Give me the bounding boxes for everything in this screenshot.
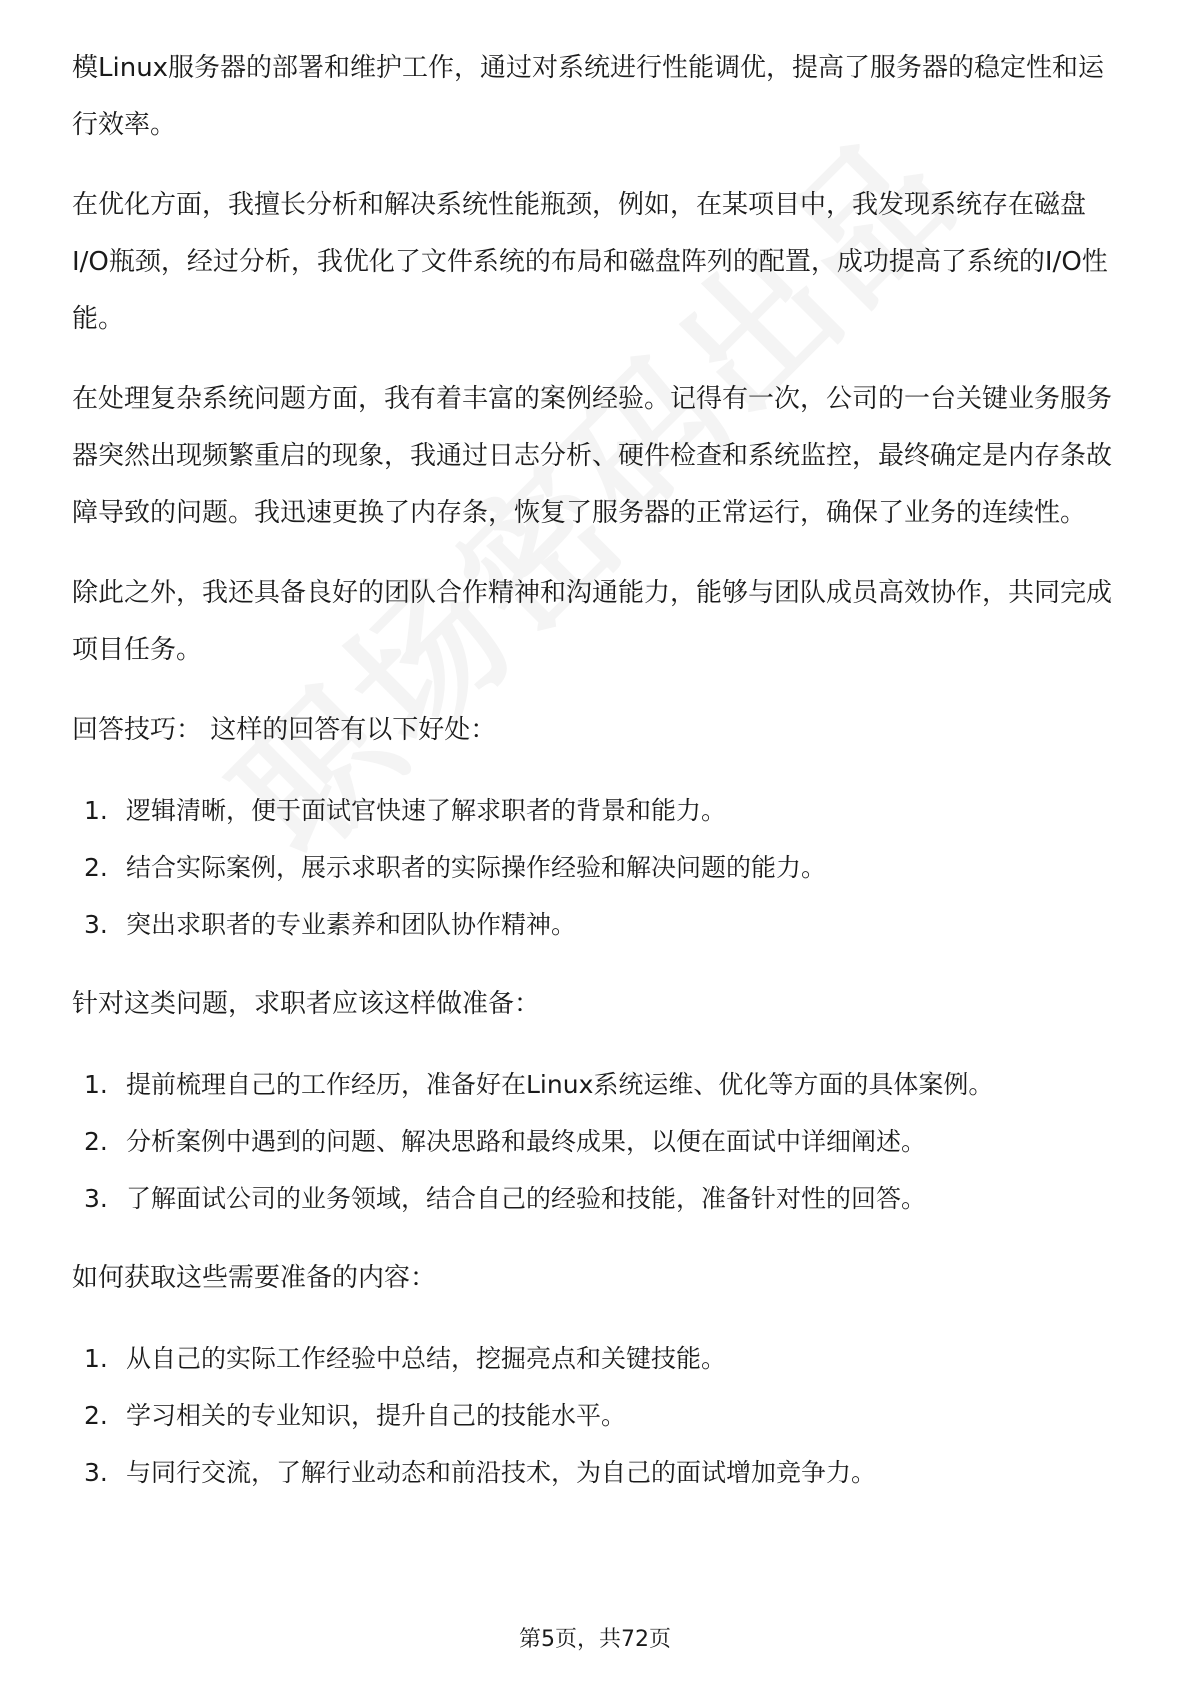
- page-content: [72, 40, 1120, 1524]
- list-item: [72, 896, 1120, 953]
- list-item: [72, 782, 1120, 839]
- list-number: 3.: [84, 1184, 108, 1213]
- list-number: 1.: [84, 1070, 108, 1099]
- list-number: 3.: [84, 1458, 108, 1487]
- list-item: [72, 1113, 1120, 1170]
- list-number: 2.: [84, 1127, 108, 1156]
- list-item-text: 了解面试公司的业务领域，结合自己的经验和技能，准备针对性的回答。: [126, 1184, 927, 1213]
- list-item-text: 从自己的实际工作经验中总结，挖掘亮点和关键技能。: [126, 1344, 727, 1373]
- page-number: 第5页，共72页: [519, 1627, 671, 1652]
- list-number: 2.: [84, 1401, 108, 1430]
- paragraph: 模Linux服务器的部署和维护工作，通过对系统进行性能调优，提高了服务器的稳定性和运行效率。: [72, 53, 1105, 140]
- list-item-text: 与同行交流，了解行业动态和前沿技术，为自己的面试增加竞争力。: [126, 1458, 877, 1487]
- list-item-text: 分析案例中遇到的问题、解决思路和最终成果，以便在面试中详细阐述。: [126, 1127, 927, 1156]
- list-number: 2.: [84, 853, 108, 882]
- list-item: [72, 1330, 1120, 1387]
- list-number: 1.: [84, 796, 108, 825]
- list-item-text: 提前梳理自己的工作经历，准备好在Linux系统运维、优化等方面的具体案例。: [126, 1070, 994, 1099]
- prepare-list: [72, 1056, 1120, 1227]
- paragraph: 除此之外，我还具备良好的团队合作精神和沟通能力，能够与团队成员高效协作，共同完成项目任务。: [72, 578, 1113, 665]
- obtain-list: [72, 1330, 1120, 1501]
- list-item-text: 结合实际案例，展示求职者的实际操作经验和解决问题的能力。: [126, 853, 827, 882]
- list-item: [72, 1387, 1120, 1444]
- obtain-heading: 如何获取这些需要准备的内容：: [72, 1263, 437, 1293]
- list-item: [72, 1444, 1120, 1501]
- list-item: [72, 839, 1120, 896]
- list-item-text: 逻辑清晰，便于面试官快速了解求职者的背景和能力。: [126, 796, 727, 825]
- list-item-text: 学习相关的专业知识，提升自己的技能水平。: [126, 1401, 627, 1430]
- list-number: 1.: [84, 1344, 108, 1373]
- list-item: [72, 1170, 1120, 1227]
- prepare-heading: 针对这类问题，求职者应该这样做准备：: [72, 989, 541, 1019]
- tips-list: [72, 782, 1120, 953]
- list-number: 3.: [84, 910, 108, 939]
- paragraph: 在处理复杂系统问题方面，我有着丰富的案例经验。记得有一次，公司的一台关键业务服务器突然出现频繁重启的现象，我通过日志分析、硬件检查和系统监控，最终确定是内存条故障导致的问题。我迅速更换了内存条，恢复了服务器的正常运行，确保了业务的连续性。: [72, 384, 1113, 528]
- tips-heading: 回答技巧： 这样的回答有以下好处：: [72, 715, 497, 745]
- paragraph: 在优化方面，我擅长分析和解决系统性能瓶颈，例如，在某项目中，我发现系统存在磁盘I/O瓶颈，经过分析，我优化了文件系统的布局和磁盘阵列的配置，成功提高了系统的I/O性能。: [72, 190, 1108, 334]
- list-item-text: 突出求职者的专业素养和团队协作精神。: [126, 910, 577, 939]
- list-item: [72, 1056, 1120, 1113]
